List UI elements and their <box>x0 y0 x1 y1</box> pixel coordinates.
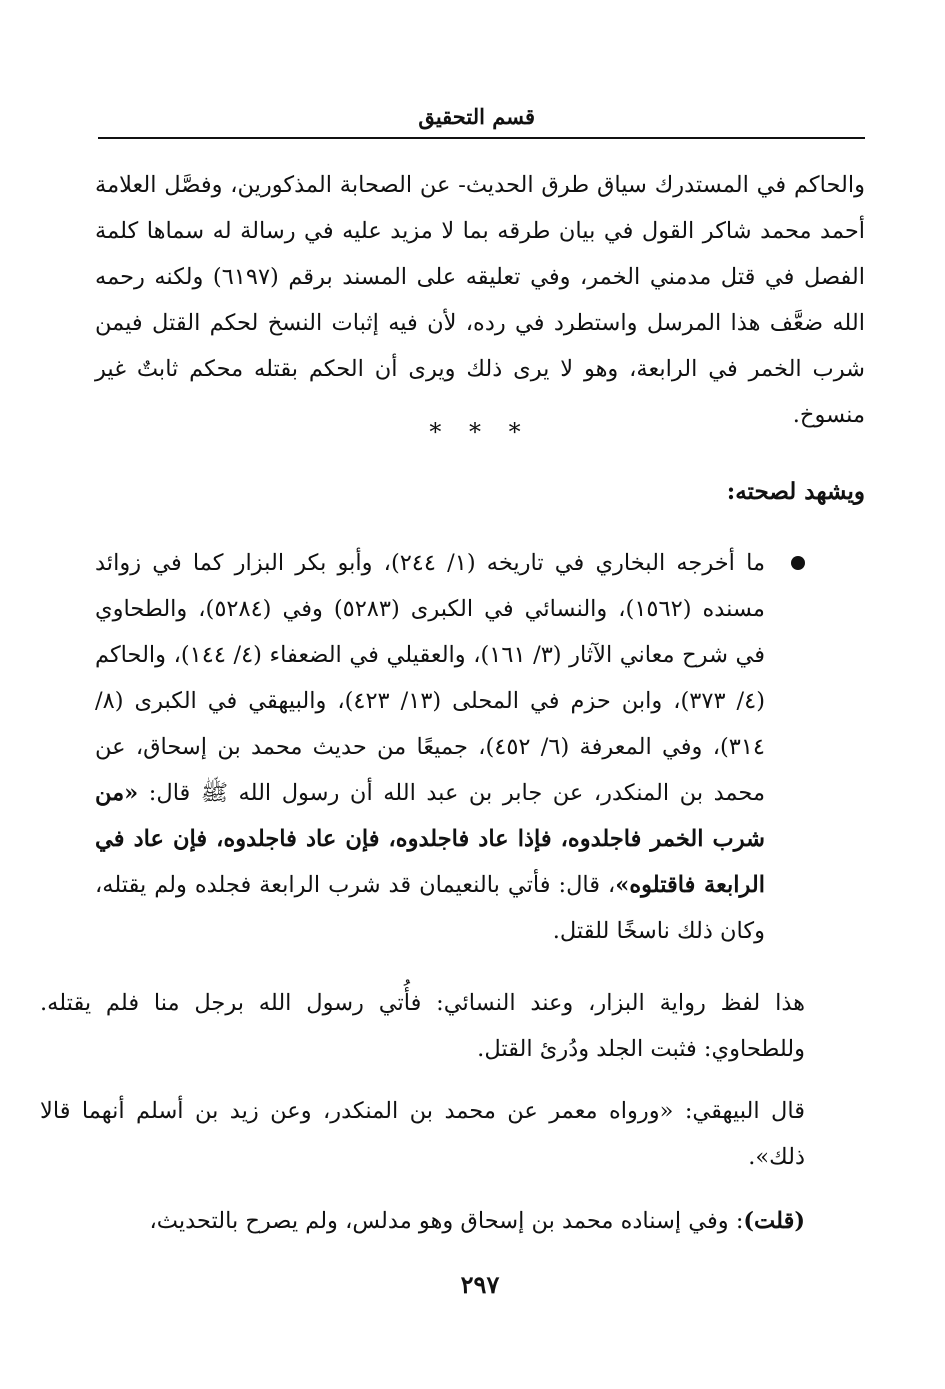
hadith-quote: «من شرب الخمر فاجلدوه، فإذا عاد فاجلدوه، فإن عاد فاجلدوه، فإن عاد في الرابعة فاقتلوه» <box>95 780 765 898</box>
bullet-icon <box>791 556 805 570</box>
paragraph-5-text: : وفي إسناده محمد بن إسحاق وهو مدلس، ولم يصرح بالتحديث، <box>149 1208 744 1234</box>
running-header-title: قسم التحقيق <box>418 104 535 129</box>
section-separator: * * * <box>429 418 531 446</box>
paragraph-3: هذا لفظ رواية البزار، وعند النسائي: فأُتي رسول الله برجل منا فلم يقتله. وللطحاوي: فثبت الجلد ودُرئ القتل. <box>40 990 805 1062</box>
paragraph-5 <box>105 1198 805 1244</box>
paragraph-1: والحاكم في المستدرك سياق طرق الحديث- عن الصحابة المذكورين، وفصَّل العلامة أحمد محمد شاكر القول في بيان طرقه بما لا مزيد عليه في رسالة له سماها كلمة الفصل في قتل مدمني الخمر، وفي تعليقه على المسند برقم (٦١٩٧) ولكنه رحمه الله ضعَّف هذا المرسل واستطرد في رده، لأن فيه إثبات النسخ لحكم القتل فيمن شرب الخمر في الرابعة، وهو لا يرى ذلك ويرى أن الحكم بقتله محكم ثابتٌ غير منسوخ. <box>95 172 865 428</box>
note-label: (قلت) <box>743 1208 805 1234</box>
page-number: ٢٩٧ <box>460 1270 500 1299</box>
paragraph-2-intro: ما أخرجه البخاري في تاريخه (١/ ٢٤٤)، وأبو بكر البزار كما في زوائد مسنده (١٥٦٢)، والنسائي في الكبرى (٥٢٨٣) وفي (٥٢٨٤)، والطحاوي في شرح معاني الآثار (٣/ ١٦١)، والعقيلي في الضعفاء (٤/ ١٤٤)، والحاكم (٤/ ٣٧٣)، وابن حزم في المحلى (١٣/ ٤٢٣)، والبيهقي في الكبرى (٨/ ٣١٤)، وفي المعرفة (٦/ ٤٥٢)، جميعًا من حديث محمد بن إسحاق، عن محمد بن المنكدر، عن جابر بن عبد الله أن رسول الله ﷺ قال: <box>95 550 766 806</box>
document-page <box>40 0 865 1389</box>
header-rule <box>98 137 865 139</box>
paragraph-4: قال البيهقي: «ورواه معمر عن محمد بن المنكدر، وعن زيد بن أسلم أنهما قالا ذلك». <box>40 1098 805 1170</box>
paragraph-2-outro: ، قال: فأتي بالنعيمان قد شرب الرابعة فجلده ولم يقتله، وكان ذلك ناسخًا للقتل. <box>95 872 765 944</box>
subheading: ويشهد لصحته: <box>726 478 865 505</box>
paragraph-2 <box>95 540 765 954</box>
